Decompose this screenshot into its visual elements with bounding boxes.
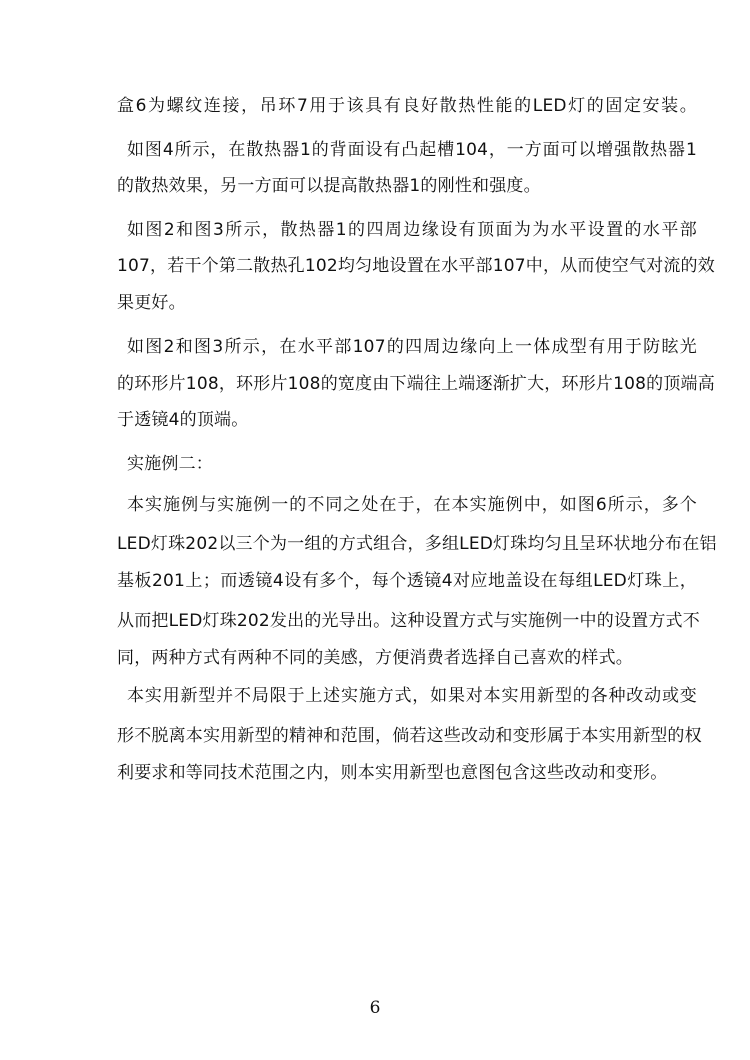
text-line: 本实用新型并不局限于上述实施方式，如果对本实用新型的各种改动或变 [127,686,697,706]
text-line: 同，两种方式有两种不同的美感，方便消费者选择自己喜欢的样式。 [117,648,633,668]
text-line: 盒6为螺纹连接，吊环7用于该具有良好散热性能的LED灯的固定安装。 [117,96,697,116]
text-line: 利要求和等同技术范围之内，则本实用新型也意图包含这些改动和变形。 [117,763,668,783]
text-line: 的散热效果，另一方面可以提高散热器1的刚性和强度。 [117,176,541,196]
text-line: 107，若干个第二散热孔102均匀地设置在水平部107中，从而使空气对流的效 [117,256,715,276]
text-line: 的环形片108，环形片108的宽度由下端往上端逐渐扩大，环形片108的顶端高 [117,374,715,394]
text-line: 从而把LED灯珠202发出的光导出。这种设置方式与实施例一中的设置方式不 [117,611,700,631]
text-line: 基板201上；而透镜4设有多个，每个透镜4对应地盖设在每组LED灯珠上， [117,571,697,591]
text-line: 如图4所示，在散热器1的背面设有凸起槽104，一方面可以增强散热器1 [127,140,697,160]
text-line: 本实施例与实施例一的不同之处在于，在本实施例中，如图6所示，多个 [127,495,697,515]
text-line: 如图2和图3所示，在水平部107的四周边缘向上一体成型有用于防眩光 [127,337,697,357]
text-line: 如图2和图3所示，散热器1的四周边缘设有顶面为为水平设置的水平部 [127,220,697,240]
page-number: 6 [369,998,381,1018]
section-heading: 实施例二： [127,454,213,474]
text-line: 形不脱离本实用新型的精神和范围，倘若这些改动和变形属于本实用新型的权 [117,726,702,746]
text-line: LED灯珠202以三个为一组的方式组合，多组LED灯珠均匀且呈环状地分布在铝 [117,534,717,554]
text-line: 果更好。 [117,293,186,313]
text-line: 于透镜4的顶端。 [117,410,249,430]
